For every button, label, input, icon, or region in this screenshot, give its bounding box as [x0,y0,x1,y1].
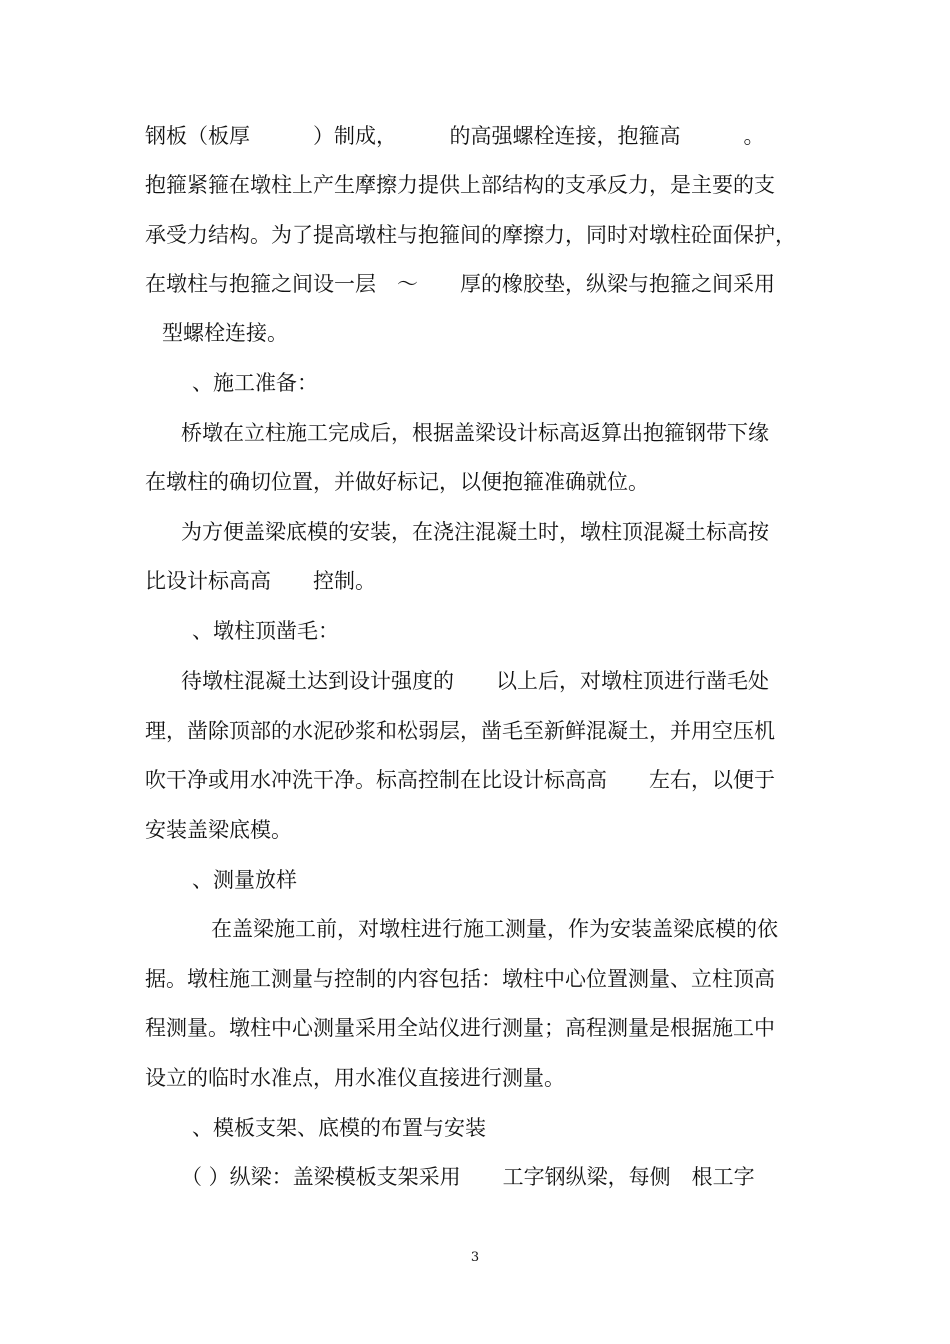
text-line-13: 理，凿除顶部的水泥砂浆和松弱层，凿毛至新鲜混凝土，并用空压机 [145,719,775,743]
text-line-1: 钢板（板厚 ）制成， 的高强螺栓连接，抱箍高 。 [145,124,765,148]
section-heading-roughening: 、墩柱顶凿毛： [192,619,339,643]
page-number: 3 [470,1250,480,1265]
section-heading-formwork: 、模板支架、底模的布置与安装 [192,1116,486,1140]
text-line-5: 型螺栓连接。 [162,321,288,345]
text-line-10: 比设计标高高 控制。 [145,569,376,593]
text-line-20: 设立的临时水准点，用水准仪直接进行测量。 [145,1066,565,1090]
text-line-17: 在盖梁施工前，对墩柱进行施工测量，作为安装盖梁底模的依 [211,917,778,941]
text-line-3: 承受力结构。为了提高墩柱与抱箍间的摩擦力，同时对墩柱砼面保护， [145,223,796,247]
text-line-15: 安装盖梁底模。 [145,818,292,842]
text-line-8: 在墩柱的确切位置，并做好标记，以便抱箍准确就位。 [145,470,649,494]
text-line-22: （ ）纵梁：盖梁模板支架采用 工字钢纵梁，每侧 根工字 [181,1165,755,1189]
section-heading-survey: 、测量放样 [192,868,297,892]
text-line-2: 抱箍紧箍在墩柱上产生摩擦力提供上部结构的支承反力，是主要的支 [145,173,775,197]
section-heading-preparation: 、施工准备： [192,371,318,395]
text-line-9: 为方便盖梁底模的安装，在浇注混凝土时，墩柱顶混凝土标高按 [181,520,769,544]
text-line-12: 待墩柱混凝土达到设计强度的 以上后，对墩柱顶进行凿毛处 [181,669,769,693]
text-line-7: 桥墩在立柱施工完成后，根据盖梁设计标高返算出抱箍钢带下缘 [181,421,769,445]
text-line-19: 程测量。墩柱中心测量采用全站仪进行测量；高程测量是根据施工中 [145,1016,775,1040]
text-line-4: 在墩柱与抱箍之间设一层 ～ 厚的橡胶垫，纵梁与抱箍之间采用 [145,272,775,296]
text-line-14: 吹干净或用水冲洗干净。标高控制在比设计标高高 左右，以便于 [145,768,775,792]
text-line-18: 据。墩柱施工测量与控制的内容包括：墩柱中心位置测量、立柱顶高 [145,967,775,991]
